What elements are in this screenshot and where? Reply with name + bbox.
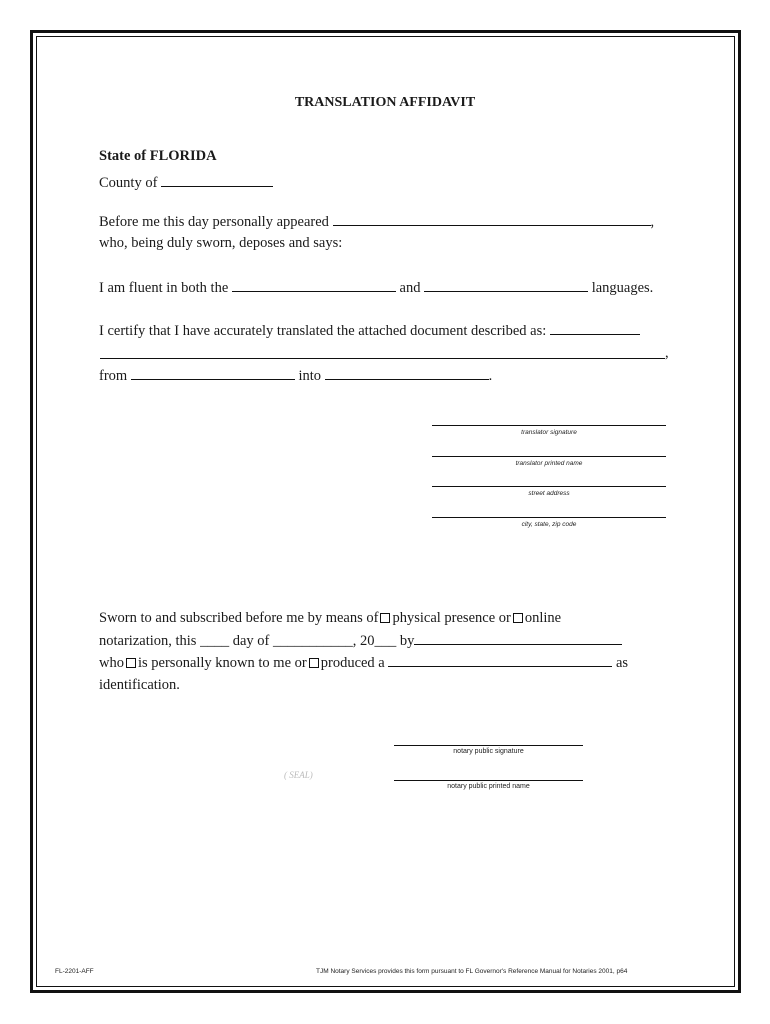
- fluent-row: [99, 279, 653, 297]
- from-language-field[interactable]: [131, 367, 295, 380]
- physical-presence-label: physical presence or: [392, 610, 511, 626]
- from-into-row: [99, 367, 492, 385]
- certify-row: [99, 322, 640, 340]
- appeared-label: Before me this day personally appeared: [99, 214, 329, 230]
- online-checkbox[interactable]: [513, 613, 523, 623]
- notary-line-3: [99, 654, 628, 672]
- form-id: FL-2201-AFF: [55, 968, 94, 975]
- language-one-field[interactable]: [232, 279, 396, 292]
- translator-signature-line[interactable]: [432, 425, 666, 426]
- from-label: from: [99, 368, 128, 384]
- city-state-zip-line[interactable]: [432, 517, 666, 518]
- fluent-and: and: [399, 280, 421, 296]
- certify-line: I certify that I have accurately translated the attached document described as:: [99, 323, 547, 339]
- language-two-field[interactable]: [424, 279, 588, 292]
- appeared-row: [99, 213, 654, 231]
- document-description-field[interactable]: [550, 322, 640, 335]
- signer-name-field[interactable]: [414, 632, 622, 645]
- document-description-field-2[interactable]: [100, 358, 665, 359]
- personally-known-checkbox[interactable]: [126, 658, 136, 668]
- notary-printed-name-caption: notary public printed name: [447, 783, 530, 790]
- fluent-prefix: I am fluent in both the: [99, 280, 229, 296]
- into-language-field[interactable]: [325, 367, 489, 380]
- notary-line3-prefix: who: [99, 655, 124, 671]
- street-address-caption: street address: [528, 490, 570, 497]
- translator-signature-caption: translator signature: [521, 429, 577, 436]
- notary-line1-prefix: Sworn to and subscribed before me by means of: [99, 610, 379, 626]
- personally-known-label: is personally known to me or: [137, 655, 307, 671]
- document-title: TRANSLATION AFFIDAVIT: [294, 95, 476, 110]
- produced-id-label: produced a: [320, 655, 385, 671]
- description-comma: ,: [665, 345, 669, 361]
- footer-note: TJM Notary Services provides this form pursuant to FL Governor's Reference Manual for Notaries 2001, p64: [316, 968, 628, 975]
- county-row: [99, 174, 273, 192]
- notary-line-1: [99, 610, 561, 627]
- online-label: online: [524, 610, 562, 626]
- identification-type-field[interactable]: [388, 654, 612, 667]
- state-line: State of FLORIDA: [99, 148, 217, 164]
- sworn-line: who, being duly sworn, deposes and says:: [99, 235, 343, 251]
- produced-id-checkbox[interactable]: [309, 658, 319, 668]
- county-field[interactable]: [161, 174, 273, 187]
- translator-printed-name-line[interactable]: [432, 456, 666, 457]
- notary-line3-suffix: as: [616, 655, 629, 671]
- into-label: into: [298, 368, 321, 384]
- seal-placeholder: ( SEAL): [284, 770, 313, 780]
- notary-line-2: [99, 632, 622, 650]
- physical-presence-checkbox[interactable]: [380, 613, 390, 623]
- notary-printed-name-line[interactable]: [394, 780, 583, 781]
- translator-printed-name-caption: translator printed name: [515, 460, 583, 467]
- notary-line-4: identification.: [99, 677, 180, 693]
- notary-line2-prefix: notarization, this ____ day of ___________, 20___ by: [99, 633, 415, 649]
- from-into-period: .: [488, 368, 493, 384]
- affiant-name-field[interactable]: [333, 213, 651, 226]
- county-label: County of: [99, 175, 158, 191]
- notary-signature-line[interactable]: [394, 745, 583, 746]
- notary-signature-caption: notary public signature: [453, 748, 524, 755]
- city-state-zip-caption: city, state, zip code: [521, 521, 577, 528]
- fluent-suffix: languages.: [591, 280, 654, 296]
- appeared-comma: ,: [650, 214, 655, 230]
- street-address-line[interactable]: [432, 486, 666, 487]
